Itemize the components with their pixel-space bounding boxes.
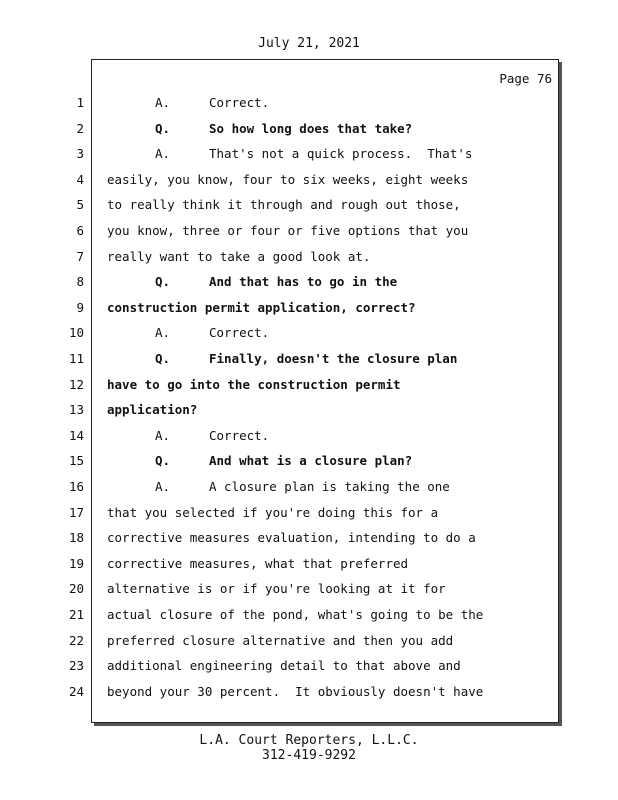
transcript-line bbox=[0, 325, 618, 350]
line-number: 6 bbox=[76, 223, 84, 238]
transcript-line bbox=[0, 556, 618, 581]
line-text: that you selected if you're doing this for a bbox=[107, 504, 439, 520]
line-text: Correct. bbox=[209, 427, 270, 443]
line-text: A closure plan is taking the one bbox=[209, 479, 450, 494]
speaker-label: Q. bbox=[155, 274, 171, 290]
line-text: Finally, doesn't the closure plan bbox=[209, 351, 458, 366]
line-number: 4 bbox=[76, 171, 84, 187]
transcript-line bbox=[0, 530, 618, 555]
transcript-line bbox=[0, 197, 618, 222]
footer bbox=[0, 733, 618, 763]
line-number: 24 bbox=[68, 683, 84, 699]
line-text: construction permit application, correct? bbox=[107, 299, 416, 315]
line-number: 3 bbox=[76, 146, 84, 162]
line-number: 20 bbox=[68, 581, 84, 597]
transcript-line bbox=[0, 658, 618, 683]
speaker-label: A. bbox=[155, 325, 171, 341]
line-text: to really think it through and rough out those, bbox=[107, 197, 461, 213]
line-text: additional engineering detail to that above and bbox=[107, 658, 461, 674]
line-number: 7 bbox=[76, 248, 84, 264]
speaker-label: A. bbox=[155, 427, 171, 443]
line-text: preferred closure alternative and then you add bbox=[107, 632, 454, 648]
line-number: 18 bbox=[68, 530, 84, 546]
transcript-line bbox=[0, 300, 618, 325]
transcript-line bbox=[0, 633, 618, 658]
line-number: 2 bbox=[76, 120, 84, 136]
line-number: 14 bbox=[68, 427, 84, 443]
line-number: 5 bbox=[76, 197, 84, 213]
line-number: 10 bbox=[68, 325, 84, 341]
line-text: have to go into the construction permit bbox=[107, 376, 401, 392]
transcript-line bbox=[0, 377, 618, 402]
transcript-line bbox=[0, 479, 618, 504]
line-number: 1 bbox=[76, 95, 84, 110]
line-number: 22 bbox=[68, 632, 84, 648]
line-text: So how long does that take? bbox=[209, 120, 413, 136]
transcript-line bbox=[0, 146, 618, 171]
speaker-label: Q. bbox=[155, 351, 171, 366]
transcript-line bbox=[0, 351, 618, 376]
transcript-line bbox=[0, 172, 618, 197]
reporter-phone: 312-419-9292 bbox=[262, 748, 356, 763]
line-text: alternative is or if you're looking at it for bbox=[107, 581, 446, 597]
line-text: beyond your 30 percent. It obviously doesn't have bbox=[107, 683, 484, 699]
line-text: corrective measures, what that preferred bbox=[107, 555, 409, 571]
speaker-label: A. bbox=[155, 479, 171, 494]
transcript-line bbox=[0, 223, 618, 248]
line-number: 15 bbox=[68, 453, 84, 469]
speaker-label: A. bbox=[155, 146, 171, 162]
transcript-line bbox=[0, 453, 618, 478]
speaker-label: A. bbox=[155, 95, 171, 110]
line-number: 21 bbox=[68, 607, 84, 622]
line-text: corrective measures evaluation, intending to do a bbox=[107, 530, 476, 546]
line-number: 23 bbox=[68, 658, 84, 674]
line-text: Correct. bbox=[209, 95, 270, 110]
transcript-line bbox=[0, 121, 618, 146]
line-text: That's not a quick process. That's bbox=[209, 146, 473, 162]
transcript-date: July 21, 2021 bbox=[258, 36, 360, 51]
transcript-line bbox=[0, 249, 618, 274]
line-text: you know, three or four or five options that you bbox=[107, 223, 469, 238]
line-number: 11 bbox=[68, 351, 84, 366]
transcript-line bbox=[0, 95, 618, 120]
transcript-line bbox=[0, 428, 618, 453]
line-number: 19 bbox=[68, 555, 84, 571]
transcript-line bbox=[0, 505, 618, 530]
speaker-label: Q. bbox=[155, 453, 171, 469]
line-text: And what is a closure plan? bbox=[209, 453, 413, 469]
line-text: application? bbox=[107, 402, 198, 418]
line-text: Correct. bbox=[209, 325, 270, 341]
transcript-line bbox=[0, 581, 618, 606]
line-number: 12 bbox=[68, 376, 84, 392]
transcript-line bbox=[0, 274, 618, 299]
line-text: really want to take a good look at. bbox=[107, 248, 371, 264]
transcript-line bbox=[0, 402, 618, 427]
line-number: 9 bbox=[76, 299, 84, 315]
line-number: 8 bbox=[76, 274, 84, 290]
line-text: actual closure of the pond, what's going to be the bbox=[107, 607, 484, 622]
line-number: 17 bbox=[68, 504, 84, 520]
transcript-line bbox=[0, 684, 618, 709]
speaker-label: Q. bbox=[155, 120, 171, 136]
line-number: 16 bbox=[68, 479, 84, 494]
reporter-company: L.A. Court Reporters, L.L.C. bbox=[199, 733, 419, 748]
transcript-line bbox=[0, 607, 618, 632]
line-text: easily, you know, four to six weeks, eight weeks bbox=[107, 171, 469, 187]
line-number: 13 bbox=[68, 402, 84, 418]
line-text: And that has to go in the bbox=[209, 274, 398, 290]
page-number: Page 76 bbox=[499, 71, 552, 86]
